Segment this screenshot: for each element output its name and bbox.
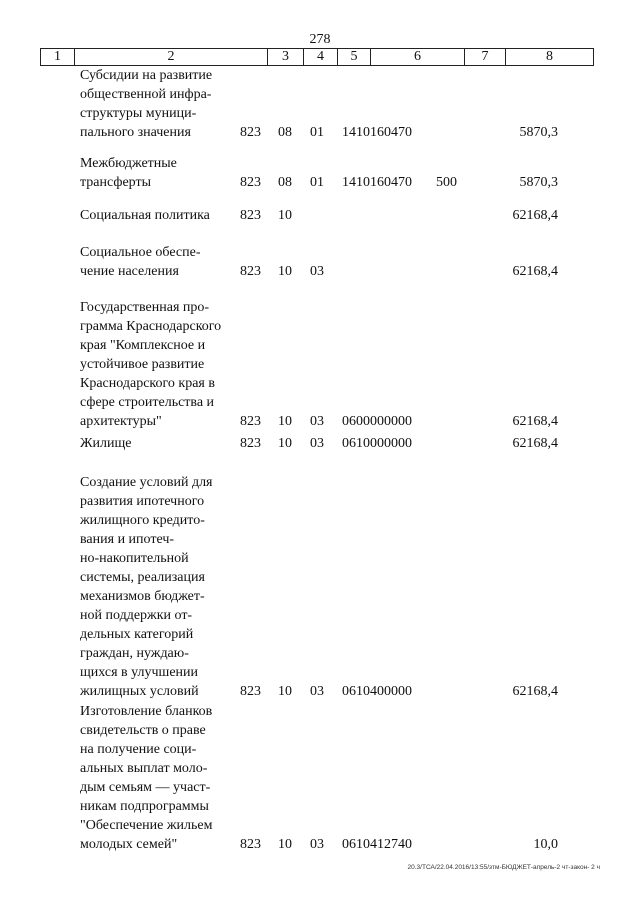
footer-stamp: 20.3/ТСА/22.04.2016/13:55/зтм-БЮДЖЕТ-апрель-2 чт-закон- 2 ч (407, 864, 600, 871)
cell-col5: 01 (310, 175, 324, 190)
description-line: Социальная политика (80, 208, 210, 223)
page-number: 278 (309, 32, 331, 47)
cell-col6: 0610400000 (342, 684, 412, 699)
cell-col5: 03 (310, 264, 324, 279)
cell-col6: 0610000000 (342, 436, 412, 451)
cell-col8: 10,0 (533, 837, 558, 852)
description-line: щихся в улучшении (80, 665, 199, 680)
cell-col8: 62168,4 (512, 684, 558, 699)
row-description (80, 243, 225, 281)
description-line: Субсидии на развитие (80, 68, 213, 83)
description-line: Создание условий для (80, 475, 213, 490)
description-line: но-накопительной (80, 551, 189, 566)
description-line: грамма Краснодарского (80, 319, 222, 334)
description-line: дым семьям — участ- (80, 780, 211, 795)
cell-col4: 10 (278, 264, 292, 279)
cell-col8: 62168,4 (512, 264, 558, 279)
cell-col8: 62168,4 (512, 208, 558, 223)
cell-col3: 823 (240, 264, 261, 279)
cell-col3: 823 (240, 684, 261, 699)
cell-col6: 0600000000 (342, 414, 412, 429)
description-line: развития ипотечного (80, 494, 205, 509)
column-header-8: 8 (546, 49, 553, 64)
cell-col5: 03 (310, 684, 324, 699)
description-line: структуры муници- (80, 106, 197, 121)
cell-col8: 5870,3 (519, 125, 558, 140)
description-line: молодых семей" (80, 837, 178, 852)
cell-col3: 823 (240, 436, 261, 451)
description-line: механизмов бюджет- (80, 589, 205, 604)
description-line: системы, реализация (80, 570, 205, 585)
description-line: Краснодарского края в (80, 376, 215, 391)
cell-col6: 0610412740 (342, 837, 412, 852)
description-line: жилищных условий (80, 684, 199, 699)
row-description (80, 298, 225, 431)
description-line: Жилище (80, 436, 132, 451)
description-line: устойчивое развитие (80, 357, 205, 372)
description-line: "Обеспечение жильем (80, 818, 213, 833)
cell-col8: 62168,4 (512, 414, 558, 429)
cell-col8: 62168,4 (512, 436, 558, 451)
column-header-2: 2 (75, 49, 268, 65)
cell-col5: 03 (310, 436, 324, 451)
cell-col7: 500 (436, 175, 457, 190)
cell-col3: 823 (240, 208, 261, 223)
cell-col6: 1410160470 (342, 175, 412, 190)
description-line: пального значения (80, 125, 191, 140)
description-line: трансферты (80, 175, 152, 190)
description-line: Межбюджетные (80, 156, 177, 171)
description-line: никам подпрограммы (80, 799, 209, 814)
column-header-1: 1 (41, 49, 75, 65)
description-line: сфере строительства и (80, 395, 215, 410)
table-header (40, 48, 594, 66)
description-line: ной поддержки от- (80, 608, 193, 623)
column-header-7: 7 (465, 49, 506, 65)
description-line: граждан, нуждаю- (80, 646, 189, 661)
cell-col4: 08 (278, 175, 292, 190)
description-line: вания и ипотеч- (80, 532, 175, 547)
cell-col8: 5870,3 (519, 175, 558, 190)
column-header-6: 6 (371, 49, 465, 65)
description-line: на получение соци- (80, 742, 197, 757)
row-description (80, 206, 225, 225)
cell-col4: 10 (278, 837, 292, 852)
cell-col5: 01 (310, 125, 324, 140)
description-line: Государственная про- (80, 300, 210, 315)
column-header-3: 3 (268, 49, 304, 65)
cell-col3: 823 (240, 414, 261, 429)
description-line: альных выплат моло- (80, 761, 208, 776)
row-description (80, 702, 225, 854)
description-line: Социальное обеспе- (80, 245, 201, 260)
cell-col4: 10 (278, 684, 292, 699)
description-line: жилищного кредито- (80, 513, 205, 528)
cell-col3: 823 (240, 175, 261, 190)
cell-col5: 03 (310, 837, 324, 852)
row-description (80, 154, 225, 192)
column-header-4: 4 (304, 49, 338, 65)
cell-col4: 10 (278, 414, 292, 429)
cell-col4: 10 (278, 208, 292, 223)
cell-col4: 08 (278, 125, 292, 140)
row-description (80, 434, 225, 453)
cell-col3: 823 (240, 125, 261, 140)
description-line: чение населения (80, 264, 179, 279)
description-line: Изготовление бланков (80, 704, 213, 719)
row-description (80, 473, 225, 701)
cell-col4: 10 (278, 436, 292, 451)
cell-col3: 823 (240, 837, 261, 852)
row-description (80, 66, 225, 142)
description-line: свидетельств о праве (80, 723, 206, 738)
cell-col5: 03 (310, 414, 324, 429)
column-header-5: 5 (338, 49, 371, 65)
description-line: дельных категорий (80, 627, 194, 642)
cell-col6: 1410160470 (342, 125, 412, 140)
description-line: архитектуры" (80, 414, 162, 429)
description-line: края "Комплексное и (80, 338, 206, 353)
description-line: общественной инфра- (80, 87, 212, 102)
